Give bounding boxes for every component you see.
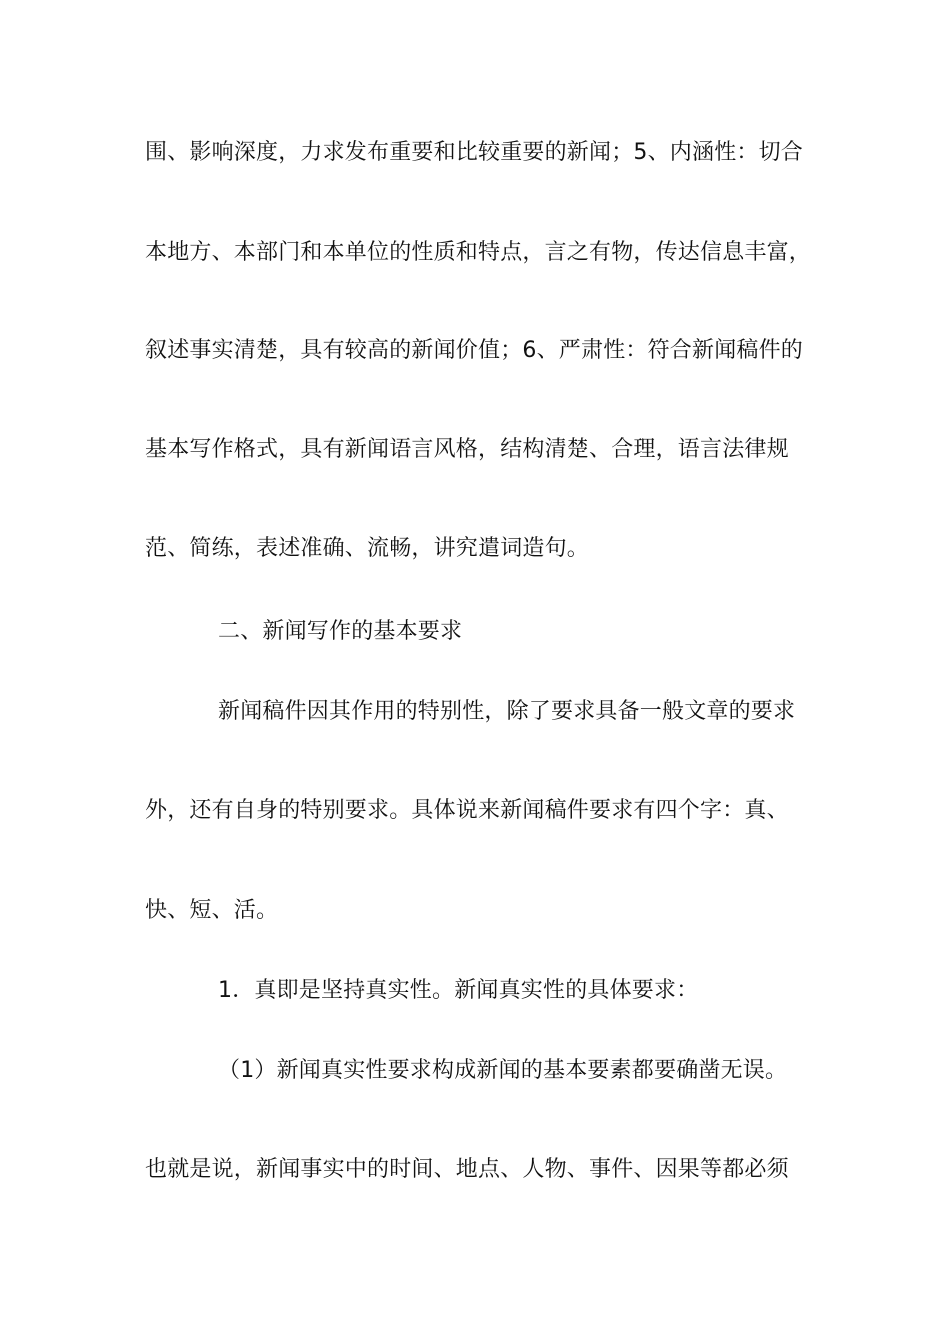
list-item-heading: 1．真即是坚持真实性。新闻真实性的具体要求： <box>218 978 699 1003</box>
paragraph-line: 快、短、活。 <box>145 898 279 923</box>
section-heading: 二、新闻写作的基本要求 <box>218 619 463 644</box>
sub-item-line: （1）新闻真实性要求构成新闻的基本要素都要确凿无误。 <box>218 1058 788 1083</box>
paragraph-line: 也就是说，新闻事实中的时间、地点、人物、事件、因果等都必须 <box>145 1157 789 1182</box>
paragraph-line: 叙述事实清楚，具有较高的新闻价值；6、严肃性：符合新闻稿件的 <box>145 338 803 363</box>
paragraph-line: 围、影响深度，力求发布重要和比较重要的新闻；5、内涵性：切合 <box>145 140 803 165</box>
paragraph-line: 新闻稿件因其作用的特别性，除了要求具备一般文章的要求 <box>218 699 796 724</box>
paragraph-line: 范、简练，表述准确、流畅，讲究遣词造句。 <box>145 536 590 561</box>
paragraph-line: 基本写作格式，具有新闻语言风格，结构清楚、合理，语言法律规 <box>145 437 789 462</box>
paragraph-line: 外，还有自身的特别要求。具体说来新闻稿件要求有四个字：真、 <box>145 798 789 823</box>
paragraph-line: 本地方、本部门和本单位的性质和特点，言之有物，传达信息丰富， <box>145 240 812 265</box>
